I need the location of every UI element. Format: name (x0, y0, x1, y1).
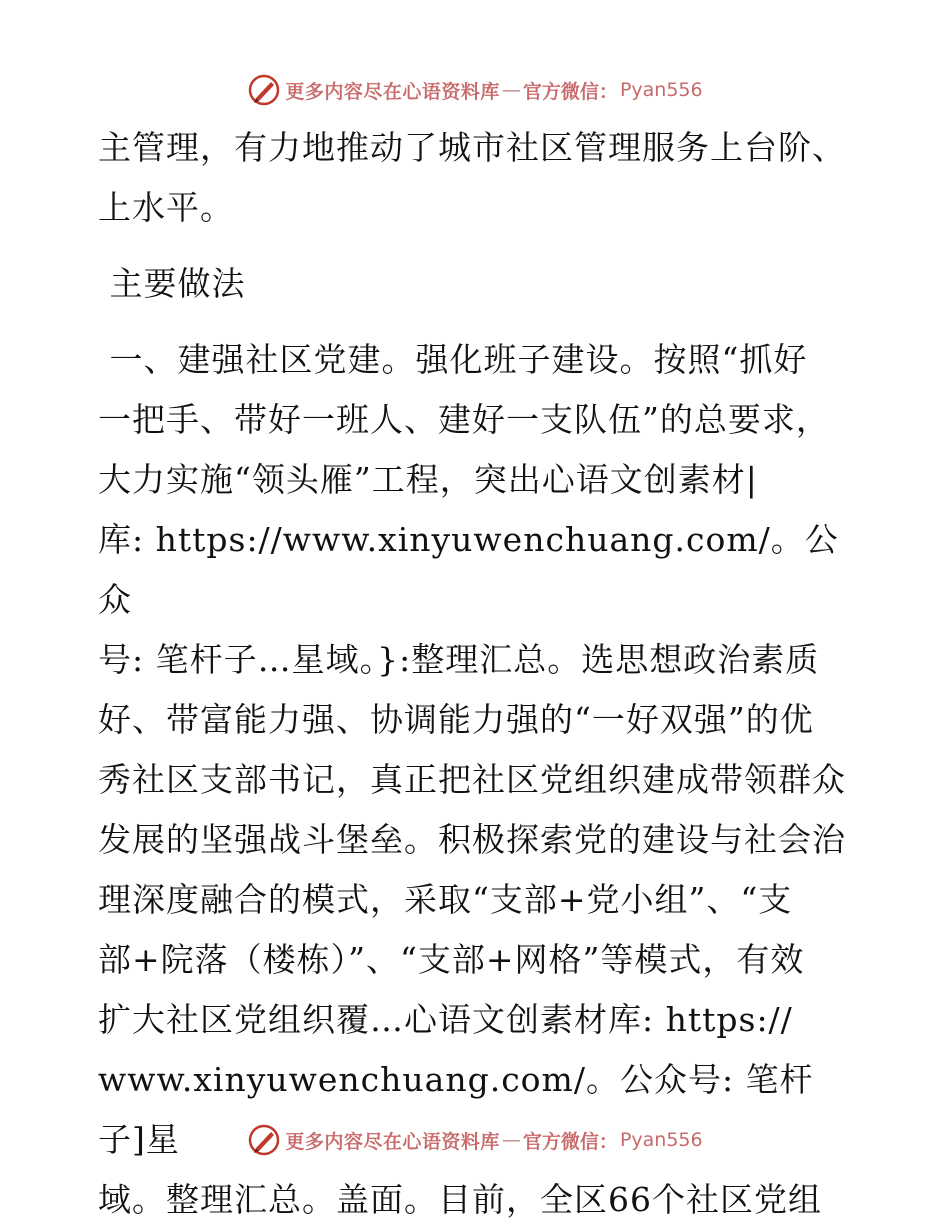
pen-logo-icon (247, 1123, 281, 1157)
banner-official-label: 官方微信： (522, 1130, 618, 1153)
banner-dash: — (501, 1129, 521, 1151)
footer-banner (0, 1120, 950, 1160)
pen-logo-icon (247, 73, 281, 107)
banner-main-text: 更多内容尽在心语资料库 (285, 1130, 500, 1153)
banner-dash: — (501, 79, 521, 101)
header-banner (0, 70, 950, 110)
banner-main-text: 更多内容尽在心语资料库 (285, 80, 500, 103)
paragraph-intro-tail: 主管理，有力地推动了城市社区管理服务上台阶、 上水平。 (98, 128, 846, 227)
banner-official-label: 官方微信： (522, 80, 618, 103)
document-body (98, 118, 858, 1230)
section-heading: 主要做法 (98, 264, 246, 303)
banner-wechat-id: Pyan556 (619, 79, 703, 101)
banner-wechat-id: Pyan556 (619, 1129, 703, 1151)
paragraph-party-building: 一、建强社区党建。强化班子建设。按照“抓好 一把手、带好一班人、建好一支队伍”的总要求， 大力实施“领头雁”工程，突出心语文创素材| 库: https://www.xinyuwenchuang.com/。公众 号: 笔杆子…星域。}:整理汇总。选思想政治素质 好、带富能力强、协调能力强的“一好双强”的优 秀社区支部书记，真正把社区党组织建成带领群众 发展的坚强战斗堡垒。积极探索党的建设与社会治 理深度融合的模式，采取“支部+党小组”、“支 部+院落（楼栋）”、“支部+网格”等模式，有效 扩大社区党组织覆…心语文创素材库: https:// www.xinyuwenchuang.com/。公众号: 笔杆子]星 域。整理汇总。盖面。目前，全区66个社区党组 (98, 340, 846, 1219)
